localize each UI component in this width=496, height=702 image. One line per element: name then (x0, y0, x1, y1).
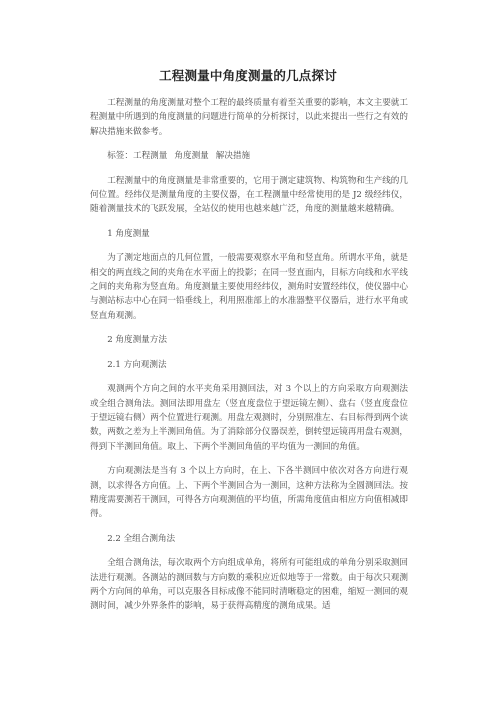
keywords-line (90, 149, 408, 163)
document-body (90, 96, 408, 624)
abstract-paragraph: 工程测量的角度测量对整个工程的最终质量有着至关重要的影响，本文主要就工程测量中所遇到的角度测量的问题进行简单的分析探讨，以此来提出一些行之有效的解决措施来做参考。 (90, 98, 408, 137)
section-2-1-paragraph-2: 方向观测法是当有 3 个以上方向时，在上、下各半测回中依次对各方向进行观测，以求得各方向值。上、下两个半测回合为一测回，这种方法称为全圆测回法。按精度需要测若干测回，可得各方向观测值的平均值，所需角度值由相应方向值相减即得。 (90, 466, 408, 520)
section-2-2-paragraph: 全组合测角法，每次取两个方向组成单角，将所有可能组成的单角分别采取测回法进行观测。各测站的测回数与方向数的乘积应近似地等于一常数。由于每次只观测两个方向间的单角，可以克服各目标成像不能同时清晰稳定的困难，缩短一测回的观测时间，减少外界条件的影响，易于获得高精度的测角成果。适 (90, 558, 408, 612)
section-1-heading: 1 角度测量 (107, 228, 150, 239)
section-2-1-heading: 2.1 方向观测法 (107, 359, 167, 370)
keywords-label: 标签： (107, 151, 133, 162)
keyword: 解决措施 (215, 151, 251, 162)
section-2-heading: 2 角度测量方法 (107, 335, 167, 346)
keyword: 工程测量 (132, 151, 168, 162)
intro-paragraph: 工程测量中的角度测量是非常重要的，它用于测定建筑物、构筑物和生产线的几何位置。经纬仪是测量角度的主要仪器，在工程测量中经常使用的是 J2 级经纬仪，随着测量技术的飞跃发展，全站仪的使用也越来越广泛，角度的测量越来越精确。 (90, 175, 408, 215)
document-title: 工程测量中角度测量的几点探讨 (159, 68, 337, 83)
section-1-paragraph: 为了测定地面点的几何位置，一般需要观察水平角和竖直角。所谓水平角，就是相交的两直线之间的夹角在水平面上的投影；在同一竖直面内，目标方向线和水平线之间的夹角称为竖直角。角度测量主要使用经纬仪，测角时安置经纬仪，使仪器中心与测站标志中心在同一铅垂线上，利用照准部上的水准器整平仪器后，进行水平角或竖直角观测。 (90, 253, 408, 321)
section-2-2-heading: 2.2 全组合测角法 (107, 533, 176, 544)
section-2-1-paragraph-1: 观测两个方向之间的水平夹角采用测回法，对 3 个以上的方向采取方向观测法或全组合测角法。测回法即用盘左（竖直度盘位于望远镜左侧）、盘右（竖直度盘位于望远镜右侧）两个位置进行观测。用盘左观测时，分别照准左、右目标得到两个读数，两数之差为上半测回角值。为了消除部分仪器误差，倒转望远镜再用盘右观测，得到下半测回角值。取上、下两个半测回角值的平均值为一测回的角值。 (90, 384, 408, 452)
keyword: 角度测量 (174, 151, 209, 162)
